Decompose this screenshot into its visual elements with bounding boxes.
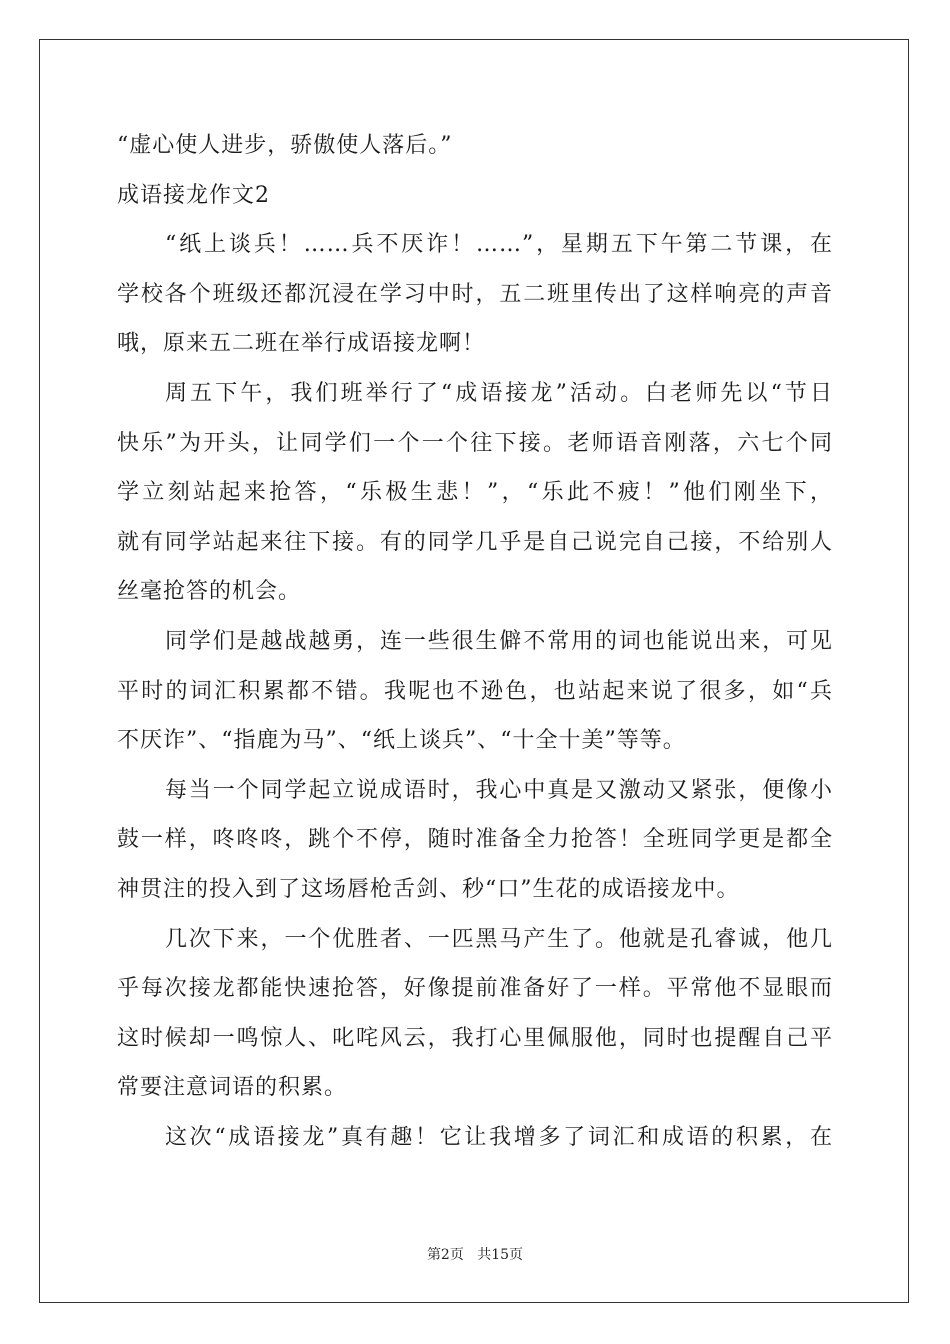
text-line: 常要注意词语的积累。 [117,1075,348,1101]
page-number: 第2页 [426,1247,464,1263]
text-line: 鼓一样，咚咚咚，跳个不停，随时准备全力抢答！全班同学更是都全 [117,827,833,853]
text-line: 就有同学站起来往下接。有的同学几乎是自己说完自己接，不给别人 [117,529,833,555]
document-body [117,121,833,1162]
text-line: 平时的词汇积累都不错。我呢也不逊色，也站起来说了很多，如“兵 [117,678,833,704]
text-line: 这次“成语接龙”真有趣！它让我增多了词汇和成语的积累，在 [165,1124,833,1150]
text-line: 这时候却一鸣惊人、叱咤风云，我打心里佩服他，同时也提醒自己平 [117,1025,833,1051]
text-line: 周五下午，我们班举行了“成语接龙”活动。白老师先以“节日 [165,380,833,406]
text-line: 神贯注的投入到了这场唇枪舌剑、秒“口”生花的成语接龙中。 [117,876,740,902]
text-line: 不厌诈”、“指鹿为马”、“纸上谈兵”、“十全十美”等等。 [117,728,686,754]
text-line: 哦，原来五二班在举行成语接龙啊！ [117,331,486,357]
text-line: 学校各个班级还都沉浸在学习中时，五二班里传出了这样响亮的声音 [117,281,833,307]
text-line: 同学们是越战越勇，连一些很生僻不常用的词也能说出来，可见 [165,628,833,654]
text-line: 乎每次接龙都能快速抢答，好像提前准备好了一样。平常他不显眼而 [117,976,833,1002]
text-line: 成语接龙作文2 [117,182,270,208]
text-line: “虚心使人进步，骄傲使人落后。” [117,133,453,158]
page-total: 共15页 [477,1247,524,1263]
text-line: 丝毫抢答的机会。 [117,579,302,605]
text-line: 快乐”为开头，让同学们一个一个往下接。老师语音刚落，六七个同 [117,430,833,456]
text-line: 每当一个同学起立说成语时，我心中真是又激动又紧张，便像小 [165,777,833,803]
page-footer [0,1244,950,1264]
text-line: “纸上谈兵！……兵不厌诈！……”，星期五下午第二节课，在 [165,232,833,258]
text-line: 几次下来，一个优胜者、一匹黑马产生了。他就是孔睿诚，他几 [165,926,833,952]
text-line: 学立刻站起来抢答，“乐极生悲！”，“乐此不疲！”他们刚坐下， [117,480,833,506]
